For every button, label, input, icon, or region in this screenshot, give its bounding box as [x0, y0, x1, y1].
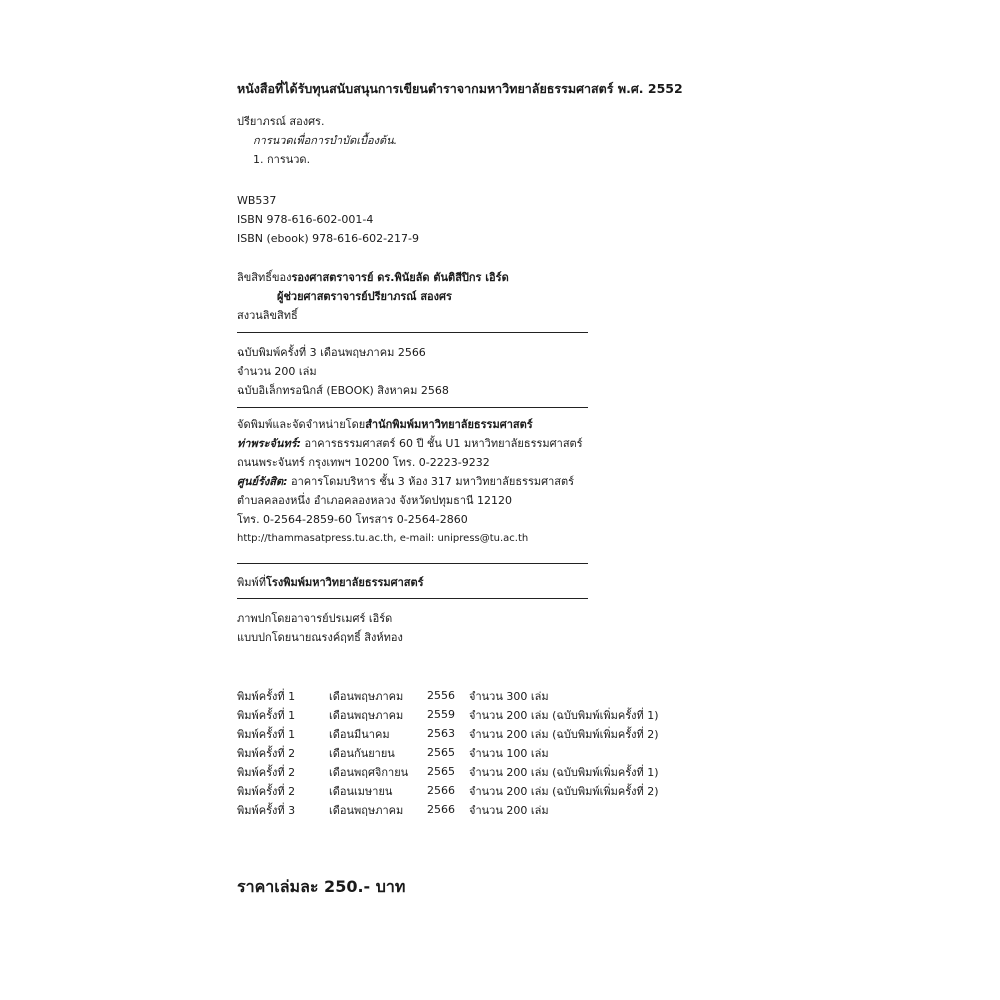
- cataloging-subject: 1. การนวด.: [253, 153, 311, 166]
- identifiers: [237, 191, 419, 248]
- publisher-intro: จัดพิมพ์และจัดจำหน่ายโดย: [237, 418, 366, 431]
- copyright-holder-2: ผู้ช่วยศาสตราจารย์ปรียาภรณ์ สองศร: [277, 290, 452, 303]
- rangsit-line: [237, 472, 583, 491]
- printer-prefix: พิมพ์ที่: [237, 576, 267, 589]
- print-quantity: จำนวน 200 เล่ม (ฉบับพิมพ์เพิ่มครั้งที่ 1): [469, 708, 659, 722]
- print-history-row: [237, 724, 659, 743]
- print-number: พิมพ์ครั้งที่ 2: [237, 746, 296, 760]
- print-number: พิมพ์ครั้งที่ 2: [237, 765, 296, 779]
- isbn: ISBN 978-616-602-001-4: [237, 213, 374, 226]
- print-number: พิมพ์ครั้งที่ 1: [237, 689, 296, 703]
- printer-line: [237, 573, 424, 592]
- print-month: เดือนมีนาคม: [329, 727, 390, 741]
- print-quantity: จำนวน 300 เล่ม: [469, 689, 549, 703]
- print-number: พิมพ์ครั้งที่ 1: [237, 708, 296, 722]
- print-year: 2559: [427, 708, 455, 721]
- rangsit-address-1: อาคารโดมบริหาร ชั้น 3 ห้อง 317 มหาวิทยาลัยธรรมศาสตร์: [287, 475, 575, 488]
- cover-credits: [237, 609, 403, 647]
- print-month: เดือนพฤษภาคม: [329, 689, 404, 703]
- print-month: เดือนกันยายน: [329, 746, 395, 760]
- tha-prachan-address-1: อาคารธรรมศาสตร์ 60 ปี ชั้น U1 มหาวิทยาลัยธรรมศาสตร์: [301, 437, 583, 450]
- printer-info: [237, 573, 424, 592]
- divider: [237, 332, 588, 333]
- print-month: เดือนพฤษภาคม: [329, 803, 404, 817]
- print-quantity: จำนวน 200 เล่ม (ฉบับพิมพ์เพิ่มครั้งที่ 2): [469, 727, 659, 741]
- print-quantity: จำนวน 200 เล่ม (ฉบับพิมพ์เพิ่มครั้งที่ 2): [469, 784, 659, 798]
- price: ราคาเล่มละ 250.- บาท: [237, 877, 406, 896]
- edition-line-1: ฉบับพิมพ์ครั้งที่ 3 เดือนพฤษภาคม 2566: [237, 346, 426, 359]
- print-history-row: [237, 800, 659, 819]
- printer-name: โรงพิมพ์มหาวิทยาลัยธรรมศาสตร์: [266, 576, 424, 589]
- print-year: 2565: [427, 765, 455, 778]
- print-quantity: จำนวน 200 เล่ม: [469, 803, 549, 817]
- isbn-ebook: ISBN (ebook) 978-616-602-217-9: [237, 232, 420, 245]
- web-contact: http://thammasatpress.tu.ac.th, e-mail: unipress@tu.ac.th: [237, 533, 529, 544]
- print-month: เดือนพฤษภาคม: [329, 708, 404, 722]
- publisher-line: [237, 415, 583, 434]
- publisher-info: [237, 415, 583, 548]
- print-history-row: [237, 705, 659, 724]
- copyright-holder-1: รองศาสตราจารย์ ดร.พินัยลัด ตันติสีปิกร เอิร์ด: [291, 271, 509, 284]
- print-history-row: [237, 686, 659, 705]
- print-year: 2565: [427, 746, 455, 759]
- print-history-table: [237, 686, 659, 819]
- publisher-name: สำนักพิมพ์มหาวิทยาลัยธรรมศาสตร์: [365, 418, 533, 431]
- grant-title: หนังสือที่ได้รับทุนสนับสนุนการเขียนตำราจากมหาวิทยาลัยธรรมศาสตร์ พ.ศ. 2552: [237, 81, 683, 96]
- print-year: 2563: [427, 727, 455, 740]
- edition-line-2: จำนวน 200 เล่ม: [237, 365, 317, 378]
- print-month: เดือนเมษายน: [329, 784, 393, 798]
- tha-prachan-line: [237, 434, 583, 453]
- print-year: 2566: [427, 803, 455, 816]
- copyright-prefix: ลิขสิทธิ์ของ: [237, 271, 292, 284]
- rangsit-label: ศูนย์รังสิต:: [237, 475, 288, 488]
- cataloging-entry: [237, 112, 397, 169]
- tha-prachan-label: ท่าพระจันทร์:: [237, 437, 302, 450]
- print-history: [237, 686, 659, 819]
- divider: [237, 598, 588, 599]
- edition-info: [237, 343, 449, 400]
- print-quantity: จำนวน 100 เล่ม: [469, 746, 549, 760]
- edition-line-3: ฉบับอิเล็กทรอนิกส์ (EBOOK) สิงหาคม 2568: [237, 384, 449, 397]
- print-number: พิมพ์ครั้งที่ 2: [237, 784, 296, 798]
- print-year: 2556: [427, 689, 455, 702]
- rangsit-phone: โทร. 0-2564-2859-60 โทรสาร 0-2564-2860: [237, 513, 468, 526]
- print-history-row: [237, 743, 659, 762]
- print-history-row: [237, 762, 659, 781]
- print-number: พิมพ์ครั้งที่ 1: [237, 727, 296, 741]
- cataloging-author: ปรียาภรณ์ สองศร.: [237, 115, 325, 128]
- rangsit-address-2: ตำบลคลองหนึ่ง อำเภอคลองหลวง จังหวัดปทุมธานี 12120: [237, 494, 513, 507]
- all-rights-reserved: สงวนลิขสิทธิ์: [237, 309, 298, 322]
- print-year: 2566: [427, 784, 455, 797]
- copyright-line-1: [237, 268, 509, 287]
- print-number: พิมพ์ครั้งที่ 3: [237, 803, 296, 817]
- cover-design-credit: แบบปกโดยนายณรงค์ฤทธิ์ สิงห์ทอง: [237, 631, 403, 644]
- print-quantity: จำนวน 200 เล่ม (ฉบับพิมพ์เพิ่มครั้งที่ 1): [469, 765, 659, 779]
- divider: [237, 407, 588, 408]
- print-month: เดือนพฤศจิกายน: [329, 765, 409, 779]
- divider: [237, 563, 588, 564]
- call-number: WB537: [237, 194, 277, 207]
- print-history-row: [237, 781, 659, 800]
- cover-image-credit: ภาพปกโดยอาจารย์ปรเมศร์ เอิร์ด: [237, 612, 393, 625]
- copyright-notice: [237, 268, 509, 325]
- tha-prachan-address-2: ถนนพระจันทร์ กรุงเทพฯ 10200 โทร. 0-2223-9232: [237, 456, 490, 469]
- cataloging-book-title: การนวดเพื่อการบำบัดเบื้องต้น.: [253, 134, 398, 147]
